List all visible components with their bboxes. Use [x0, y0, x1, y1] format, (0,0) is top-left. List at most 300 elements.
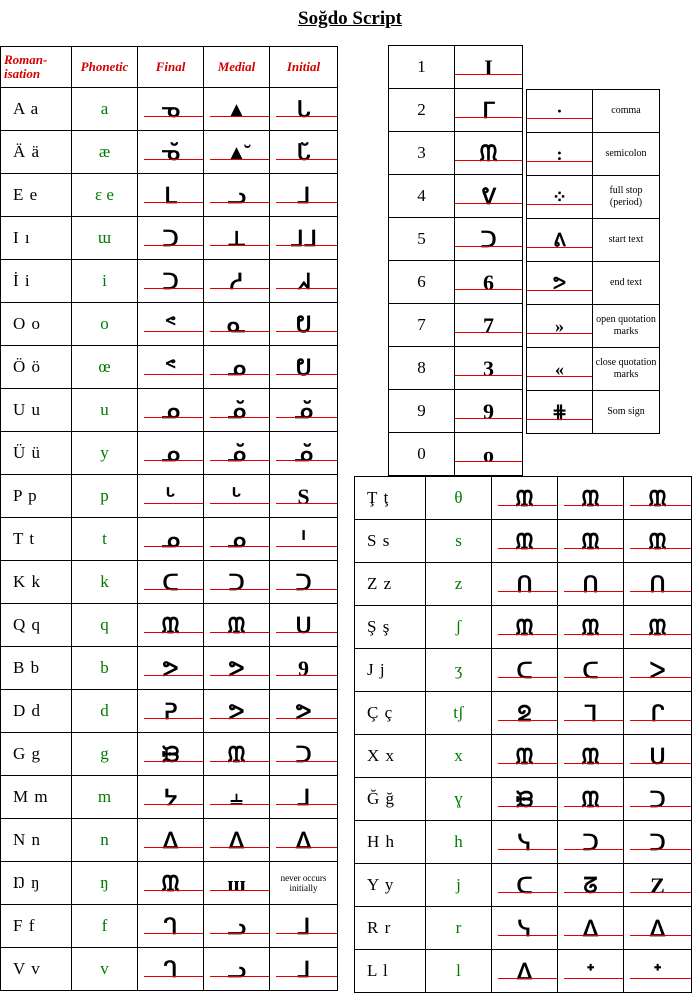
- phonetic-cell: [72, 432, 138, 475]
- final-glyph: [492, 778, 558, 821]
- romanisation-cell-text: Ğ ğ: [367, 789, 396, 808]
- final-glyph: [492, 649, 558, 692]
- romanisation-cell: [355, 778, 426, 821]
- final-glyph-text: ᙢ: [161, 871, 180, 896]
- medial-glyph: [558, 907, 624, 950]
- punctuation-row: [527, 219, 660, 262]
- numeral-glyph: [455, 89, 523, 132]
- medial-glyph-text: ᙢ: [581, 529, 600, 554]
- punctuation-sign-text: ⁘: [551, 186, 568, 207]
- numeral-value-text: 4: [417, 186, 426, 205]
- romanisation-cell: [1, 260, 72, 303]
- medial-glyph-text: ᓗ: [227, 957, 246, 982]
- final-glyph-text: ᑕ: [516, 658, 533, 683]
- medial-glyph: [204, 174, 270, 217]
- final-glyph-text: ᑐ: [162, 269, 179, 294]
- letter-row: [355, 950, 692, 993]
- phonetic-cell-text: θ: [454, 488, 463, 507]
- romanisation-cell: [1, 131, 72, 174]
- phonetic-cell: [426, 907, 492, 950]
- initial-glyph: [624, 692, 692, 735]
- final-glyph: [492, 735, 558, 778]
- numeral-row: [389, 433, 523, 476]
- numeral-glyph: [455, 132, 523, 175]
- initial-glyph-text: ᐃ: [649, 916, 666, 941]
- numeral-row: [389, 175, 523, 218]
- final-glyph: [138, 776, 204, 819]
- medial-glyph: [558, 692, 624, 735]
- romanisation-cell-text: Ŋ ŋ: [13, 873, 41, 892]
- romanisation-cell: [1, 217, 72, 260]
- final-glyph-text: ᙢ: [515, 615, 534, 640]
- phonetic-cell-text: ʒ: [454, 660, 463, 679]
- punctuation-sign-text: ·: [556, 100, 563, 121]
- punctuation-row: [527, 176, 660, 219]
- final-glyph-text: ᙢ: [515, 744, 534, 769]
- punctuation-label-text: open quotation marks: [596, 314, 656, 337]
- numeral-glyph: [455, 261, 523, 304]
- numeral-value: [389, 433, 455, 476]
- medial-glyph: [204, 475, 270, 518]
- initial-glyph: [624, 520, 692, 563]
- initial-glyph: [624, 606, 692, 649]
- medial-glyph: [204, 948, 270, 991]
- medial-glyph: [558, 778, 624, 821]
- punctuation-sign-text: ᕗ: [552, 272, 567, 293]
- letter-row: [1, 475, 338, 518]
- punctuation-sign: [527, 262, 593, 305]
- phonetic-cell: [426, 864, 492, 907]
- medial-glyph: [204, 862, 270, 905]
- letter-row: [1, 432, 338, 475]
- punctuation-label: [593, 90, 660, 133]
- phonetic-cell-text: ɣ: [454, 789, 463, 808]
- letter-row: [1, 862, 338, 905]
- letter-row: [1, 346, 338, 389]
- letter-row: [1, 131, 338, 174]
- initial-glyph-text: ᓄ̆: [294, 398, 313, 423]
- punctuation-row: [527, 133, 660, 176]
- phonetic-cell: [72, 303, 138, 346]
- romanisation-cell-text: O o: [13, 314, 42, 333]
- letters-table-right: [354, 476, 692, 993]
- final-glyph-text: ᑐ: [162, 226, 179, 251]
- medial-glyph-text: ᐩ: [586, 959, 595, 984]
- romanisation-cell-text: G g: [13, 744, 42, 763]
- punctuation-sign-text: ⋕: [551, 401, 568, 422]
- phonetic-cell-text: h: [454, 832, 463, 851]
- punctuation-sign: [527, 219, 593, 262]
- romanisation-cell: [1, 647, 72, 690]
- phonetic-cell-text: k: [100, 572, 109, 591]
- medial-glyph: [204, 733, 270, 776]
- final-glyph: [492, 907, 558, 950]
- letter-row: [1, 905, 338, 948]
- phonetic-cell-text: x: [454, 746, 463, 765]
- initial-glyph: [270, 819, 338, 862]
- romanisation-cell-text: F f: [13, 916, 36, 935]
- phonetic-cell: [426, 778, 492, 821]
- phonetic-cell: [72, 346, 138, 389]
- romanisation-cell: [1, 819, 72, 862]
- final-glyph: [138, 647, 204, 690]
- initial-glyph-text: ᒐ̆: [296, 140, 311, 165]
- initial-glyph-text: ᑐ: [649, 787, 666, 812]
- initial-glyph: [624, 563, 692, 606]
- final-glyph-text: ᑕ: [516, 873, 533, 898]
- letter-row: [355, 907, 692, 950]
- numeral-glyph: [455, 218, 523, 261]
- initial-glyph-text: ᑐ: [649, 830, 666, 855]
- numeral-value: [389, 132, 455, 175]
- letter-row: [1, 260, 338, 303]
- letter-row: [1, 389, 338, 432]
- final-glyph: [138, 131, 204, 174]
- punctuation-label: [593, 176, 660, 219]
- phonetic-cell: [72, 733, 138, 776]
- final-glyph-text: ᙢ: [515, 529, 534, 554]
- numeral-value-text: 8: [417, 358, 426, 377]
- letter-row: [355, 692, 692, 735]
- final-glyph-text: ᒉ: [163, 914, 178, 939]
- final-glyph-text: ᓀ̆: [161, 140, 180, 165]
- romanisation-cell: [1, 776, 72, 819]
- medial-glyph: [204, 217, 270, 260]
- letter-row: [355, 778, 692, 821]
- final-glyph-text: ᙟ: [515, 787, 534, 812]
- romanisation-cell-text: P p: [13, 486, 38, 505]
- phonetic-cell: [72, 174, 138, 217]
- final-glyph: [138, 604, 204, 647]
- romanisation-cell-text: D d: [13, 701, 42, 720]
- romanisation-cell: [1, 432, 72, 475]
- romanisation-cell-text: Q q: [13, 615, 42, 634]
- initial-glyph-text: ᙢ: [648, 486, 667, 511]
- letter-row: [1, 518, 338, 561]
- medial-glyph-text: ᙢ: [581, 787, 600, 812]
- final-glyph-text: ᙢ: [515, 486, 534, 511]
- numeral-row: [389, 89, 523, 132]
- initial-glyph: [624, 649, 692, 692]
- punctuation-sign: [527, 348, 593, 391]
- phonetic-cell-text: r: [455, 918, 462, 937]
- phonetic-cell-text: tʃ: [453, 703, 464, 722]
- final-glyph: [492, 520, 558, 563]
- punctuation-label-text: start text: [608, 234, 644, 245]
- phonetic-cell: [72, 475, 138, 518]
- header-romanisation: Roman-isation: [1, 47, 72, 88]
- medial-glyph: [558, 520, 624, 563]
- initial-glyph-text: ᙢ: [648, 615, 667, 640]
- numeral-value: [389, 347, 455, 390]
- initial-glyph-text: ᒧᒧ: [290, 226, 317, 251]
- romanisation-cell-text: İ i: [13, 271, 31, 290]
- numeral-row: [389, 347, 523, 390]
- initial-glyph: [270, 604, 338, 647]
- final-glyph-text: ᔭ: [163, 785, 178, 810]
- final-glyph-text: ᐃ: [516, 959, 533, 984]
- romanisation-cell: [355, 821, 426, 864]
- romanisation-cell: [1, 389, 72, 432]
- final-glyph: [492, 606, 558, 649]
- letter-row: [1, 819, 338, 862]
- romanisation-cell: [355, 950, 426, 993]
- letter-row: [355, 821, 692, 864]
- medial-glyph: [204, 88, 270, 131]
- initial-glyph: [270, 690, 338, 733]
- final-glyph: [492, 950, 558, 993]
- initial-glyph-text: ᑌ: [295, 613, 312, 638]
- phonetic-cell-text: ŋ: [100, 873, 109, 892]
- phonetic-cell-text: o: [100, 314, 109, 333]
- numeral-glyph-text: o: [483, 442, 494, 467]
- letter-row: [1, 174, 338, 217]
- numeral-value: [389, 175, 455, 218]
- letter-row: [355, 606, 692, 649]
- letter-row: [355, 477, 692, 520]
- punctuation-sign-text: »: [555, 315, 564, 336]
- medial-glyph: [558, 735, 624, 778]
- phonetic-cell: [72, 518, 138, 561]
- romanisation-cell: [355, 520, 426, 563]
- final-glyph-text: ᑎ: [516, 572, 533, 597]
- initial-glyph-text: ᒧ: [296, 914, 311, 939]
- initial-glyph: [624, 821, 692, 864]
- initial-glyph: [270, 346, 338, 389]
- romanisation-cell-text: I ı: [13, 228, 31, 247]
- numeral-glyph: [455, 304, 523, 347]
- initial-glyph: [270, 217, 338, 260]
- final-glyph-text: ᓄ: [161, 398, 180, 423]
- romanisation-cell: [1, 604, 72, 647]
- numeral-glyph-text: ᙏ: [479, 141, 498, 166]
- phonetic-cell-text: s: [455, 531, 462, 550]
- initial-glyph-text: S: [297, 484, 310, 509]
- romanisation-cell-text: M m: [13, 787, 49, 806]
- initial-glyph: [270, 733, 338, 776]
- romanisation-cell: [355, 606, 426, 649]
- punctuation-sign: [527, 133, 593, 176]
- phonetic-cell-text: u: [100, 400, 109, 419]
- medial-glyph: [558, 864, 624, 907]
- phonetic-cell-text: a: [100, 99, 109, 118]
- phonetic-cell-text: l: [456, 961, 461, 980]
- initial-glyph: [270, 260, 338, 303]
- phonetic-cell: [72, 905, 138, 948]
- romanisation-cell-text: U u: [13, 400, 42, 419]
- letter-row: [1, 303, 338, 346]
- punctuation-sign-text: ᕕ: [553, 229, 566, 250]
- letter-row: [1, 561, 338, 604]
- initial-glyph: [270, 647, 338, 690]
- punctuation-sign-text: «: [555, 358, 564, 379]
- initial-glyph: [270, 776, 338, 819]
- letters-table-left: [0, 46, 338, 991]
- punctuation-label: [593, 133, 660, 176]
- initial-glyph: [624, 907, 692, 950]
- initial-glyph: [624, 778, 692, 821]
- medial-glyph-text: ᓱ: [229, 269, 244, 294]
- letter-row: [1, 733, 338, 776]
- initial-glyph-text: Z: [650, 873, 665, 898]
- romanisation-cell: [355, 907, 426, 950]
- numeral-glyph: [455, 46, 523, 89]
- punctuation-label-text: comma: [611, 105, 641, 116]
- medial-glyph-text: ᕗ: [228, 656, 245, 681]
- romanisation-cell-text: R r: [367, 918, 392, 937]
- medial-glyph: [558, 950, 624, 993]
- initial-glyph: [270, 905, 338, 948]
- medial-glyph: [204, 131, 270, 174]
- phonetic-cell-text: y: [100, 443, 109, 462]
- medial-glyph: [204, 776, 270, 819]
- medial-glyph: [558, 563, 624, 606]
- medial-glyph: [204, 518, 270, 561]
- romanisation-cell-text: B b: [13, 658, 41, 677]
- initial-glyph-text: ᓄ̆: [294, 441, 313, 466]
- final-glyph-text: ᒡ: [165, 484, 176, 509]
- punctuation-label: [593, 262, 660, 305]
- phonetic-cell-text: g: [100, 744, 109, 763]
- initial-glyph-text: ᑊ: [301, 527, 306, 552]
- phonetic-cell-text: œ: [98, 357, 111, 376]
- phonetic-cell: [72, 948, 138, 991]
- final-glyph-text: ᓭ: [517, 916, 532, 941]
- punctuation-sign: [527, 391, 593, 434]
- final-glyph-text: ᕝ: [164, 312, 177, 337]
- punctuation-row: [527, 391, 660, 434]
- final-glyph: [138, 690, 204, 733]
- romanisation-cell-text: L l: [367, 961, 389, 980]
- numeral-value-text: 1: [417, 57, 426, 76]
- numeral-value-text: 3: [417, 143, 426, 162]
- phonetic-cell-text: ɯ: [97, 228, 112, 247]
- punctuation-label-text: full stop (period): [609, 185, 643, 208]
- romanisation-cell: [355, 692, 426, 735]
- initial-glyph-text: ᒐ: [296, 97, 311, 122]
- numeral-row: [389, 261, 523, 304]
- medial-glyph: [204, 561, 270, 604]
- romanisation-cell-text: Ţ ţ: [367, 488, 390, 507]
- final-glyph-text: ᐃ: [162, 828, 179, 853]
- punctuation-row: [527, 262, 660, 305]
- phonetic-cell: [426, 735, 492, 778]
- medial-glyph-text: ᕗ: [228, 699, 245, 724]
- phonetic-cell: [426, 649, 492, 692]
- initial-glyph: [270, 948, 338, 991]
- medial-glyph: [558, 606, 624, 649]
- numeral-value: [389, 89, 455, 132]
- final-glyph: [492, 477, 558, 520]
- medial-glyph-text: ᒣ: [583, 701, 598, 726]
- final-glyph: [138, 432, 204, 475]
- final-glyph: [138, 389, 204, 432]
- medial-glyph-text: ᓇ: [227, 312, 246, 337]
- letter-row: [355, 563, 692, 606]
- phonetic-cell-text: d: [100, 701, 109, 720]
- letter-row: [1, 948, 338, 991]
- romanisation-cell: [1, 905, 72, 948]
- phonetic-cell: [426, 821, 492, 864]
- page-title: Soğdo Script: [298, 8, 402, 29]
- romanisation-cell: [1, 346, 72, 389]
- medial-glyph-text: ᓄ̆: [227, 441, 246, 466]
- punctuation-row: [527, 348, 660, 391]
- final-glyph-text: ᙟ: [161, 742, 180, 767]
- final-glyph: [138, 88, 204, 131]
- phonetic-cell-text: j: [456, 875, 461, 894]
- initial-glyph: [270, 518, 338, 561]
- medial-glyph-text: ᑎ: [582, 572, 599, 597]
- initial-glyph-text: ᕗ: [295, 699, 312, 724]
- medial-glyph-text: ᙢ: [227, 613, 246, 638]
- medial-glyph-text: ⊥: [225, 226, 248, 251]
- romanisation-cell: [1, 303, 72, 346]
- initial-glyph-text: ᒧ: [296, 957, 311, 982]
- medial-glyph-text: ᓄ: [227, 527, 246, 552]
- header-medial: Medial: [204, 47, 270, 88]
- final-glyph: [138, 819, 204, 862]
- initial-glyph: [270, 475, 338, 518]
- numeral-value-text: 5: [417, 229, 426, 248]
- letter-row: [1, 217, 338, 260]
- punctuation-sign: [527, 176, 593, 219]
- phonetic-cell-text: m: [97, 787, 112, 806]
- initial-glyph: [270, 303, 338, 346]
- final-glyph-text: ᒪ: [164, 183, 177, 208]
- numeral-value: [389, 304, 455, 347]
- medial-glyph-text: ᐃ: [228, 828, 245, 853]
- romanisation-cell: [355, 649, 426, 692]
- numeral-glyph-text: I: [484, 55, 493, 80]
- phonetic-cell: [72, 131, 138, 174]
- initial-glyph-text: ᕞ: [295, 312, 312, 337]
- phonetic-cell: [72, 260, 138, 303]
- romanisation-cell: [1, 88, 72, 131]
- letter-row: [1, 88, 338, 131]
- numeral-glyph-text: ᑐ: [480, 227, 497, 252]
- final-glyph-text: ᓀ: [161, 97, 180, 122]
- final-glyph: [138, 303, 204, 346]
- initial-glyph: [270, 131, 338, 174]
- initial-glyph-text: ᐃ: [295, 828, 312, 853]
- romanisation-cell-text: Ö ö: [13, 357, 42, 376]
- phonetic-cell: [72, 217, 138, 260]
- romanisation-cell: [355, 864, 426, 907]
- romanisation-cell-text: N n: [13, 830, 42, 849]
- phonetic-cell: [426, 563, 492, 606]
- punctuation-label-text: end text: [610, 277, 642, 288]
- romanisation-cell-text: X x: [367, 746, 396, 765]
- initial-glyph-text: ᑐ: [295, 570, 312, 595]
- phonetic-cell: [426, 692, 492, 735]
- final-glyph: [138, 346, 204, 389]
- final-glyph-text: ᘖ: [517, 701, 532, 726]
- medial-glyph-text: ▲: [225, 97, 248, 122]
- initial-glyph-text: ᒧ: [296, 785, 311, 810]
- punctuation-label-text: close quotation marks: [595, 357, 657, 380]
- romanisation-cell: [355, 735, 426, 778]
- final-glyph-text: ᕈ: [163, 699, 178, 724]
- romanisation-cell-text: E e: [13, 185, 39, 204]
- numeral-glyph: [455, 347, 523, 390]
- letter-row: [355, 649, 692, 692]
- romanisation-cell-text: Z z: [367, 574, 393, 593]
- numeral-row: [389, 132, 523, 175]
- medial-glyph: [204, 346, 270, 389]
- initial-glyph-text: ᐳ: [649, 658, 666, 683]
- final-glyph: [138, 905, 204, 948]
